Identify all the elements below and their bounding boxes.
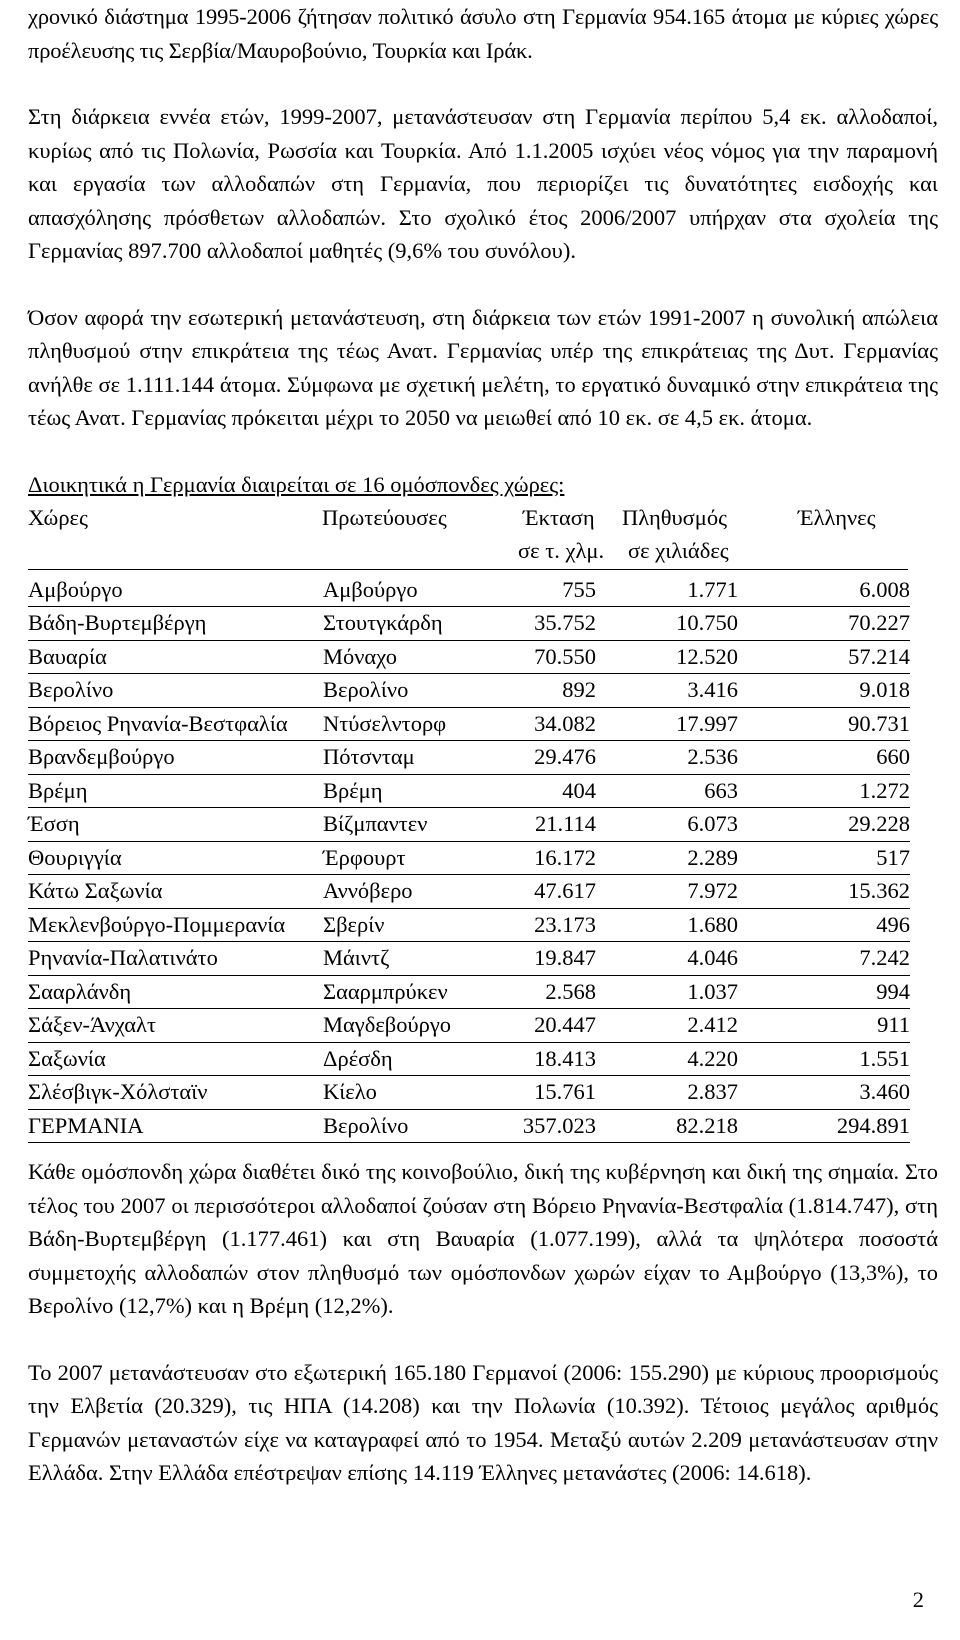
cell-greeks: 70.227 xyxy=(738,607,910,641)
table-row xyxy=(28,841,910,875)
cell-population: 1.680 xyxy=(596,908,738,942)
cell-area: 15.761 xyxy=(501,1076,596,1110)
table-row xyxy=(28,640,910,674)
header-area-line2: σε τ. χλμ. xyxy=(518,537,605,563)
table-intro: Διοικητικά η Γερμανία διαιρείται σε 16 ομόσπονδες χώρες: xyxy=(28,471,565,497)
table-row xyxy=(28,875,910,909)
header-population-line1: Πληθυσμός xyxy=(622,504,727,530)
cell-country: Θουριγγία xyxy=(28,841,323,875)
paragraph-emigration: Το 2007 μετανάστευσαν στο εξωτερική 165.180 Γερμανοί (2006: 155.290) με κύριους προορισμούς την Ελβετία (20.329), τις ΗΠΑ (14.208) και την Πολωνία (10.392). Τέτοιος μεγάλος αριθμός Γερμανών μεταναστών είχε να καταγραφεί από το 1954. Μεταξύ αυτών 2.209 μετανάστευσαν στην Ελλάδα. Στην Ελλάδα επέστρεψαν επίσης 14.119 Έλληνες μετανάστες (2006: 14.618). xyxy=(28,1359,938,1485)
cell-greeks: 7.242 xyxy=(738,942,910,976)
cell-country: Σαξωνία xyxy=(28,1042,323,1076)
cell-population: 4.220 xyxy=(596,1042,738,1076)
cell-population: 2.289 xyxy=(596,841,738,875)
cell-country: Σααρλάνδη xyxy=(28,975,323,1009)
document-page xyxy=(28,0,938,1490)
cell-greeks: 911 xyxy=(738,1009,910,1043)
cell-country: Ρηνανία-Παλατινάτο xyxy=(28,942,323,976)
cell-greeks: 3.460 xyxy=(738,1076,910,1110)
cell-population: 12.520 xyxy=(596,640,738,674)
cell-population: 663 xyxy=(596,774,738,808)
cell-country: Μεκλενβούργο-Πομμερανία xyxy=(28,908,323,942)
table-row xyxy=(28,942,910,976)
cell-capital: Βίζμπαντεν xyxy=(323,808,501,842)
header-area-line1: Έκταση xyxy=(523,504,595,530)
cell-capital: Βερολίνο xyxy=(323,1109,501,1143)
cell-country: Βερολίνο xyxy=(28,674,323,708)
cell-area: 20.447 xyxy=(501,1009,596,1043)
table-row xyxy=(28,774,910,808)
header-greeks: Έλληνες xyxy=(798,504,876,530)
paragraph-internal-migration: Όσον αφορά την εσωτερική μετανάστευση, στη διάρκεια των ετών 1991-2007 η συνολική απώλεια πληθυσμού στην επικράτεια της τέως Ανατ. Γερμανίας υπέρ της επικράτειας της Δυτ. Γερμανίας ανήλθε σε 1.111.144 άτομα. Σύμφωνα με σχετική μελέτη, το εργατικό δυναμικό στην επικράτεια της τέως Ανατ. Γερμανίας πρόκειται μέχρι το 2050 να μειωθεί από 10 εκ. σε 4,5 εκ. άτομα. xyxy=(28,304,938,430)
cell-greeks: 15.362 xyxy=(738,875,910,909)
cell-greeks: 994 xyxy=(738,975,910,1009)
table-row xyxy=(28,975,910,1009)
paragraph-migration: Στη διάρκεια εννέα ετών, 1999-2007, μετανάστευσαν στη Γερμανία περίπου 5,4 εκ. αλλοδαποί, κυρίως από τις Πολωνία, Ρωσσία και Τουρκία. Από 1.1.2005 ισχύει νέος νόμος για την παραμονή και εργασία των αλλοδαπών στη Γερμανία, που περιορίζει τις δυνατότητες εισδοχής και απασχόλησης πρόσθετων αλλοδαπών. Στο σχολικό έτος 2006/2007 υπήρχαν στα σχολεία της Γερμανίας 897.700 αλλοδαποί μαθητές (9,6% του συνόλου). xyxy=(28,104,938,263)
cell-country: Βαυαρία xyxy=(28,640,323,674)
cell-capital: Σααρμπρύκεν xyxy=(323,975,501,1009)
cell-area: 23.173 xyxy=(501,908,596,942)
cell-capital: Βρέμη xyxy=(323,774,501,808)
table-row-total xyxy=(28,1109,910,1143)
cell-population: 2.536 xyxy=(596,741,738,775)
table-row xyxy=(28,908,910,942)
cell-area: 18.413 xyxy=(501,1042,596,1076)
header-capital: Πρωτεύουσες xyxy=(322,504,447,530)
table-row xyxy=(28,808,910,842)
cell-greeks: 294.891 xyxy=(738,1109,910,1143)
cell-area: 29.476 xyxy=(501,741,596,775)
cell-greeks: 517 xyxy=(738,841,910,875)
paragraph-asylum: χρονικό διάστημα 1995-2006 ζήτησαν πολιτικό άσυλο στη Γερμανία 954.165 άτομα με κύριες χώρες προέλευσης τις Σερβία/Μαυροβούνιο, Τουρκία και Ιράκ. xyxy=(28,4,938,63)
cell-capital: Μαγδεβούργο xyxy=(323,1009,501,1043)
cell-capital: Μόναχο xyxy=(323,640,501,674)
cell-capital: Ντύσελντορφ xyxy=(323,707,501,741)
cell-population: 17.997 xyxy=(596,707,738,741)
cell-population: 1.771 xyxy=(596,574,738,607)
cell-country: Βρέμη xyxy=(28,774,323,808)
cell-population: 2.837 xyxy=(596,1076,738,1110)
cell-area: 35.752 xyxy=(501,607,596,641)
page-number: 2 xyxy=(912,1587,924,1612)
cell-country: Βάδη-Βυρτεμβέργη xyxy=(28,607,323,641)
cell-population: 2.412 xyxy=(596,1009,738,1043)
cell-greeks: 57.214 xyxy=(738,640,910,674)
cell-area: 21.114 xyxy=(501,808,596,842)
cell-greeks: 496 xyxy=(738,908,910,942)
cell-greeks: 29.228 xyxy=(738,808,910,842)
cell-greeks: 9.018 xyxy=(738,674,910,708)
table-row xyxy=(28,607,910,641)
cell-greeks: 6.008 xyxy=(738,574,910,607)
header-rule xyxy=(28,569,908,570)
cell-area: 2.568 xyxy=(501,975,596,1009)
cell-population: 82.218 xyxy=(596,1109,738,1143)
table-row xyxy=(28,741,910,775)
table-row xyxy=(28,1076,910,1110)
cell-population: 6.073 xyxy=(596,808,738,842)
cell-greeks: 90.731 xyxy=(738,707,910,741)
cell-population: 3.416 xyxy=(596,674,738,708)
cell-area: 755 xyxy=(501,574,596,607)
table-row xyxy=(28,707,910,741)
cell-country: Βόρειος Ρηνανία-Βεστφαλία xyxy=(28,707,323,741)
states-table xyxy=(28,574,910,1144)
cell-area: 70.550 xyxy=(501,640,596,674)
cell-country: Κάτω Σαξωνία xyxy=(28,875,323,909)
cell-population: 4.046 xyxy=(596,942,738,976)
cell-capital: Αννόβερο xyxy=(323,875,501,909)
table-row xyxy=(28,1042,910,1076)
cell-capital: Βερολίνο xyxy=(323,674,501,708)
table-row xyxy=(28,574,910,607)
cell-capital: Πότσνταμ xyxy=(323,741,501,775)
table-header xyxy=(28,501,938,567)
cell-area: 16.172 xyxy=(501,841,596,875)
cell-population: 1.037 xyxy=(596,975,738,1009)
cell-capital: Μάιντζ xyxy=(323,942,501,976)
cell-capital: Σβερίν xyxy=(323,908,501,942)
cell-area: 404 xyxy=(501,774,596,808)
cell-area: 47.617 xyxy=(501,875,596,909)
cell-capital: Δρέσδη xyxy=(323,1042,501,1076)
cell-country: Σάξεν-Άνχαλτ xyxy=(28,1009,323,1043)
cell-greeks: 1.272 xyxy=(738,774,910,808)
table-row xyxy=(28,674,910,708)
paragraph-states: Κάθε ομόσπονδη χώρα διαθέτει δικό της κοινοβούλιο, δική της κυβέρνηση και δική της σημαία. Στο τέλος του 2007 οι περισσότεροι αλλοδαποί ζούσαν στη Βόρειο Ρηνανία-Βεστφαλία (1.814.747), στη Βάδη-Βυρτεμβέργη (1.177.461) και στη Βαυαρία (1.077.199), αλλά τα ψηλότερα ποσοστά συμμετοχής αλλοδαπών στον πληθυσμό των ομόσπονδων χωρών είχαν το Αμβούργο (13,3%), το Βερολίνο (12,7%) και η Βρέμη (12,2%). xyxy=(28,1159,938,1318)
cell-population: 7.972 xyxy=(596,875,738,909)
cell-capital: Στουτγκάρδη xyxy=(323,607,501,641)
cell-country: Βρανδεμβούργο xyxy=(28,741,323,775)
header-population-line2: σε χιλιάδες xyxy=(628,537,729,563)
header-country: Χώρες xyxy=(28,504,88,530)
cell-greeks: 660 xyxy=(738,741,910,775)
cell-country: Αμβούργο xyxy=(28,574,323,607)
cell-capital: Αμβούργο xyxy=(323,574,501,607)
cell-country: Έσση xyxy=(28,808,323,842)
cell-area: 357.023 xyxy=(501,1109,596,1143)
cell-area: 19.847 xyxy=(501,942,596,976)
cell-area: 34.082 xyxy=(501,707,596,741)
cell-country: ΓΕΡΜΑΝΙΑ xyxy=(28,1109,323,1143)
cell-capital: Κίελο xyxy=(323,1076,501,1110)
cell-greeks: 1.551 xyxy=(738,1042,910,1076)
cell-country: Σλέσβιγκ-Χόλσταϊν xyxy=(28,1076,323,1110)
cell-capital: Έρφουρτ xyxy=(323,841,501,875)
cell-area: 892 xyxy=(501,674,596,708)
cell-population: 10.750 xyxy=(596,607,738,641)
table-row xyxy=(28,1009,910,1043)
